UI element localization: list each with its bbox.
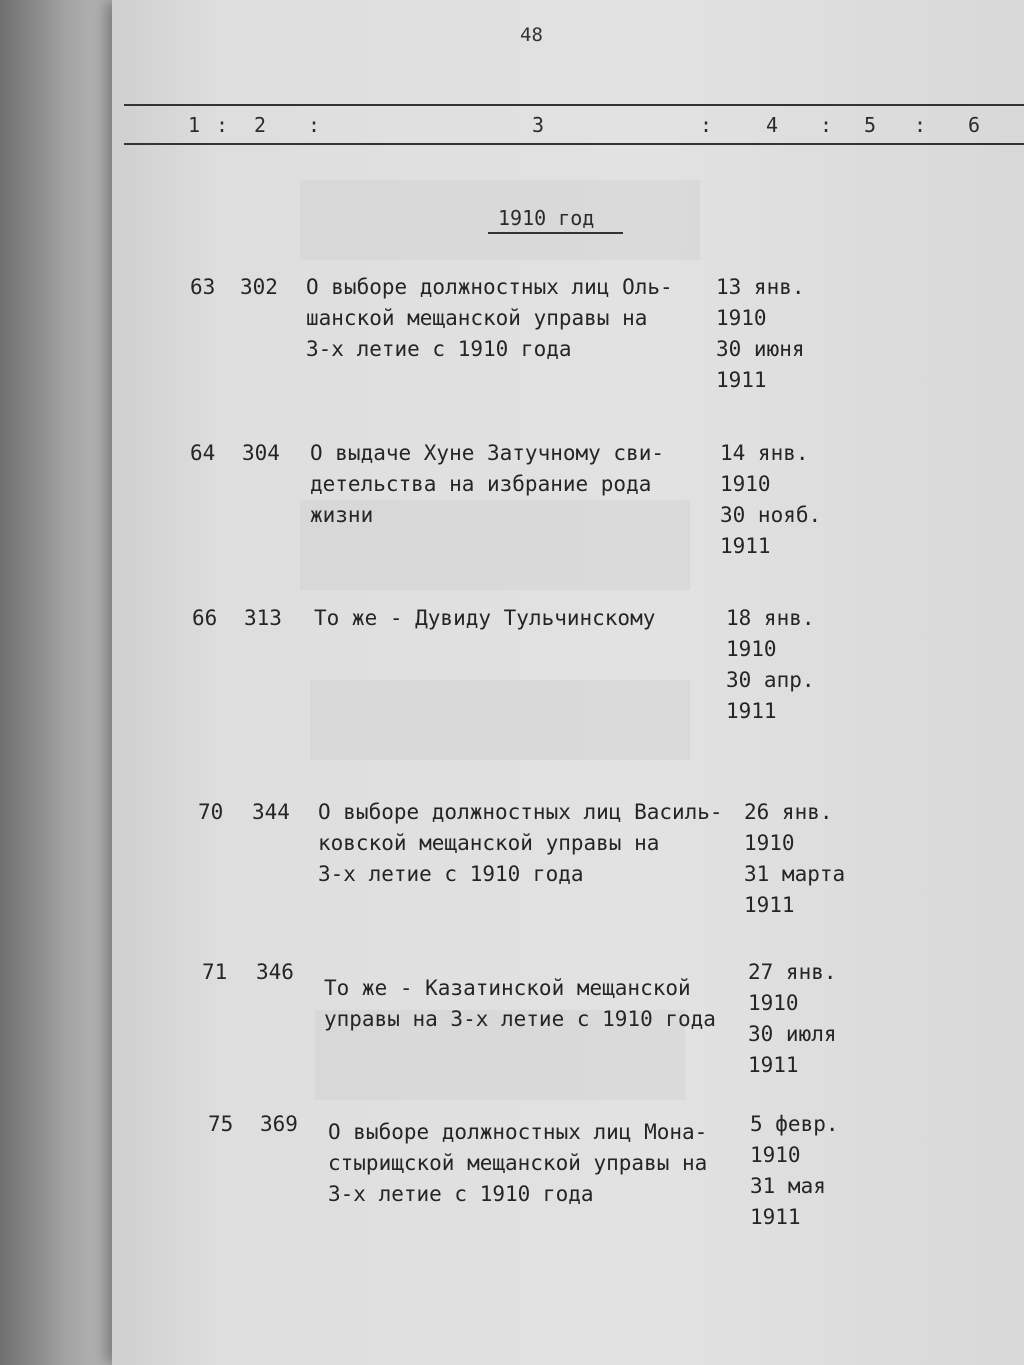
entry-start-date: 26 янв.	[744, 800, 833, 824]
entry-description-line: ковской мещанской управы на	[318, 831, 660, 855]
entry-file-number: 304	[242, 441, 280, 465]
section-title: 1910 год	[498, 206, 595, 230]
entry-start-year: 1910	[716, 306, 767, 330]
entry-end-date: 30 июня	[716, 337, 805, 361]
entry-description-line: 3-х летие с 1910 года	[328, 1182, 594, 1206]
entry-end-year: 1911	[748, 1053, 799, 1077]
column-header-5: 5	[864, 113, 877, 137]
entry-end-year: 1911	[750, 1205, 801, 1229]
header-rule-bottom	[124, 143, 1024, 145]
entry-description-line: 3-х летие с 1910 года	[306, 337, 572, 361]
list-item	[208, 1109, 858, 1239]
column-header-3: 3	[532, 113, 545, 137]
entry-file-number: 344	[252, 800, 290, 824]
entry-description-line: То же - Казатинской мещанской	[324, 976, 691, 1000]
entry-start-year: 1910	[726, 637, 777, 661]
list-item	[198, 797, 848, 927]
section-title-underline	[488, 232, 623, 234]
entry-number: 71	[202, 960, 228, 984]
list-item	[190, 272, 830, 402]
entry-end-date: 30 нояб.	[720, 503, 822, 527]
entry-start-year: 1910	[750, 1143, 801, 1167]
entry-end-year: 1911	[726, 699, 777, 723]
entry-start-date: 27 янв.	[748, 960, 837, 984]
entry-file-number: 346	[256, 960, 294, 984]
entry-end-year: 1911	[744, 893, 795, 917]
entry-description-line: О выдаче Хуне Затучному сви-	[310, 441, 665, 465]
entry-description-line: О выборе должностных лиц Василь-	[318, 800, 723, 824]
entry-number: 64	[190, 441, 216, 465]
entry-start-date: 13 янв.	[716, 275, 805, 299]
entry-start-year: 1910	[748, 991, 799, 1015]
column-header-4: 4	[766, 113, 779, 137]
entry-description-line: То же - Дувиду Тульчинскому	[314, 606, 656, 630]
entry-number: 70	[198, 800, 224, 824]
entry-file-number: 369	[260, 1112, 298, 1136]
entry-description-line: стырищской мещанской управы на	[328, 1151, 708, 1175]
entry-start-date: 18 янв.	[726, 606, 815, 630]
column-separator: :	[216, 113, 229, 137]
entry-description-line: управы на 3-х летие с 1910 года	[324, 1007, 716, 1031]
entry-end-date: 30 апр.	[726, 668, 815, 692]
entry-file-number: 313	[244, 606, 282, 630]
entry-start-date: 14 янв.	[720, 441, 809, 465]
entry-number: 75	[208, 1112, 234, 1136]
entry-start-year: 1910	[720, 472, 771, 496]
entry-end-date: 31 мая	[750, 1174, 826, 1198]
column-header-6: 6	[968, 113, 981, 137]
column-header-1: 1	[188, 113, 201, 137]
entry-description-line: детельства на избрание рода	[310, 472, 652, 496]
entry-end-date: 31 марта	[744, 862, 846, 886]
entry-description-line: О выборе должностных лиц Оль-	[306, 275, 673, 299]
list-item	[190, 438, 830, 568]
entry-description-line: жизни	[310, 503, 374, 527]
column-header-2: 2	[254, 113, 267, 137]
entry-description-line: шанской мещанской управы на	[306, 306, 648, 330]
entry-file-number: 302	[240, 275, 278, 299]
entry-end-year: 1911	[716, 368, 767, 392]
entry-end-date: 30 июля	[748, 1022, 837, 1046]
column-separator: :	[308, 113, 321, 137]
page-number: 48	[520, 24, 543, 46]
column-separator: :	[700, 113, 713, 137]
entry-start-date: 5 февр.	[750, 1112, 839, 1136]
header-rule-top	[124, 104, 1024, 106]
list-item	[202, 957, 852, 1087]
entry-number: 66	[192, 606, 218, 630]
entry-description-line: 3-х летие с 1910 года	[318, 862, 584, 886]
book-gutter	[0, 0, 124, 1365]
entry-end-year: 1911	[720, 534, 771, 558]
entry-description-line: О выборе должностных лиц Мона-	[328, 1120, 708, 1144]
entry-number: 63	[190, 275, 216, 299]
entry-start-year: 1910	[744, 831, 795, 855]
column-separator: :	[820, 113, 833, 137]
column-separator: :	[914, 113, 927, 137]
list-item	[192, 603, 832, 733]
